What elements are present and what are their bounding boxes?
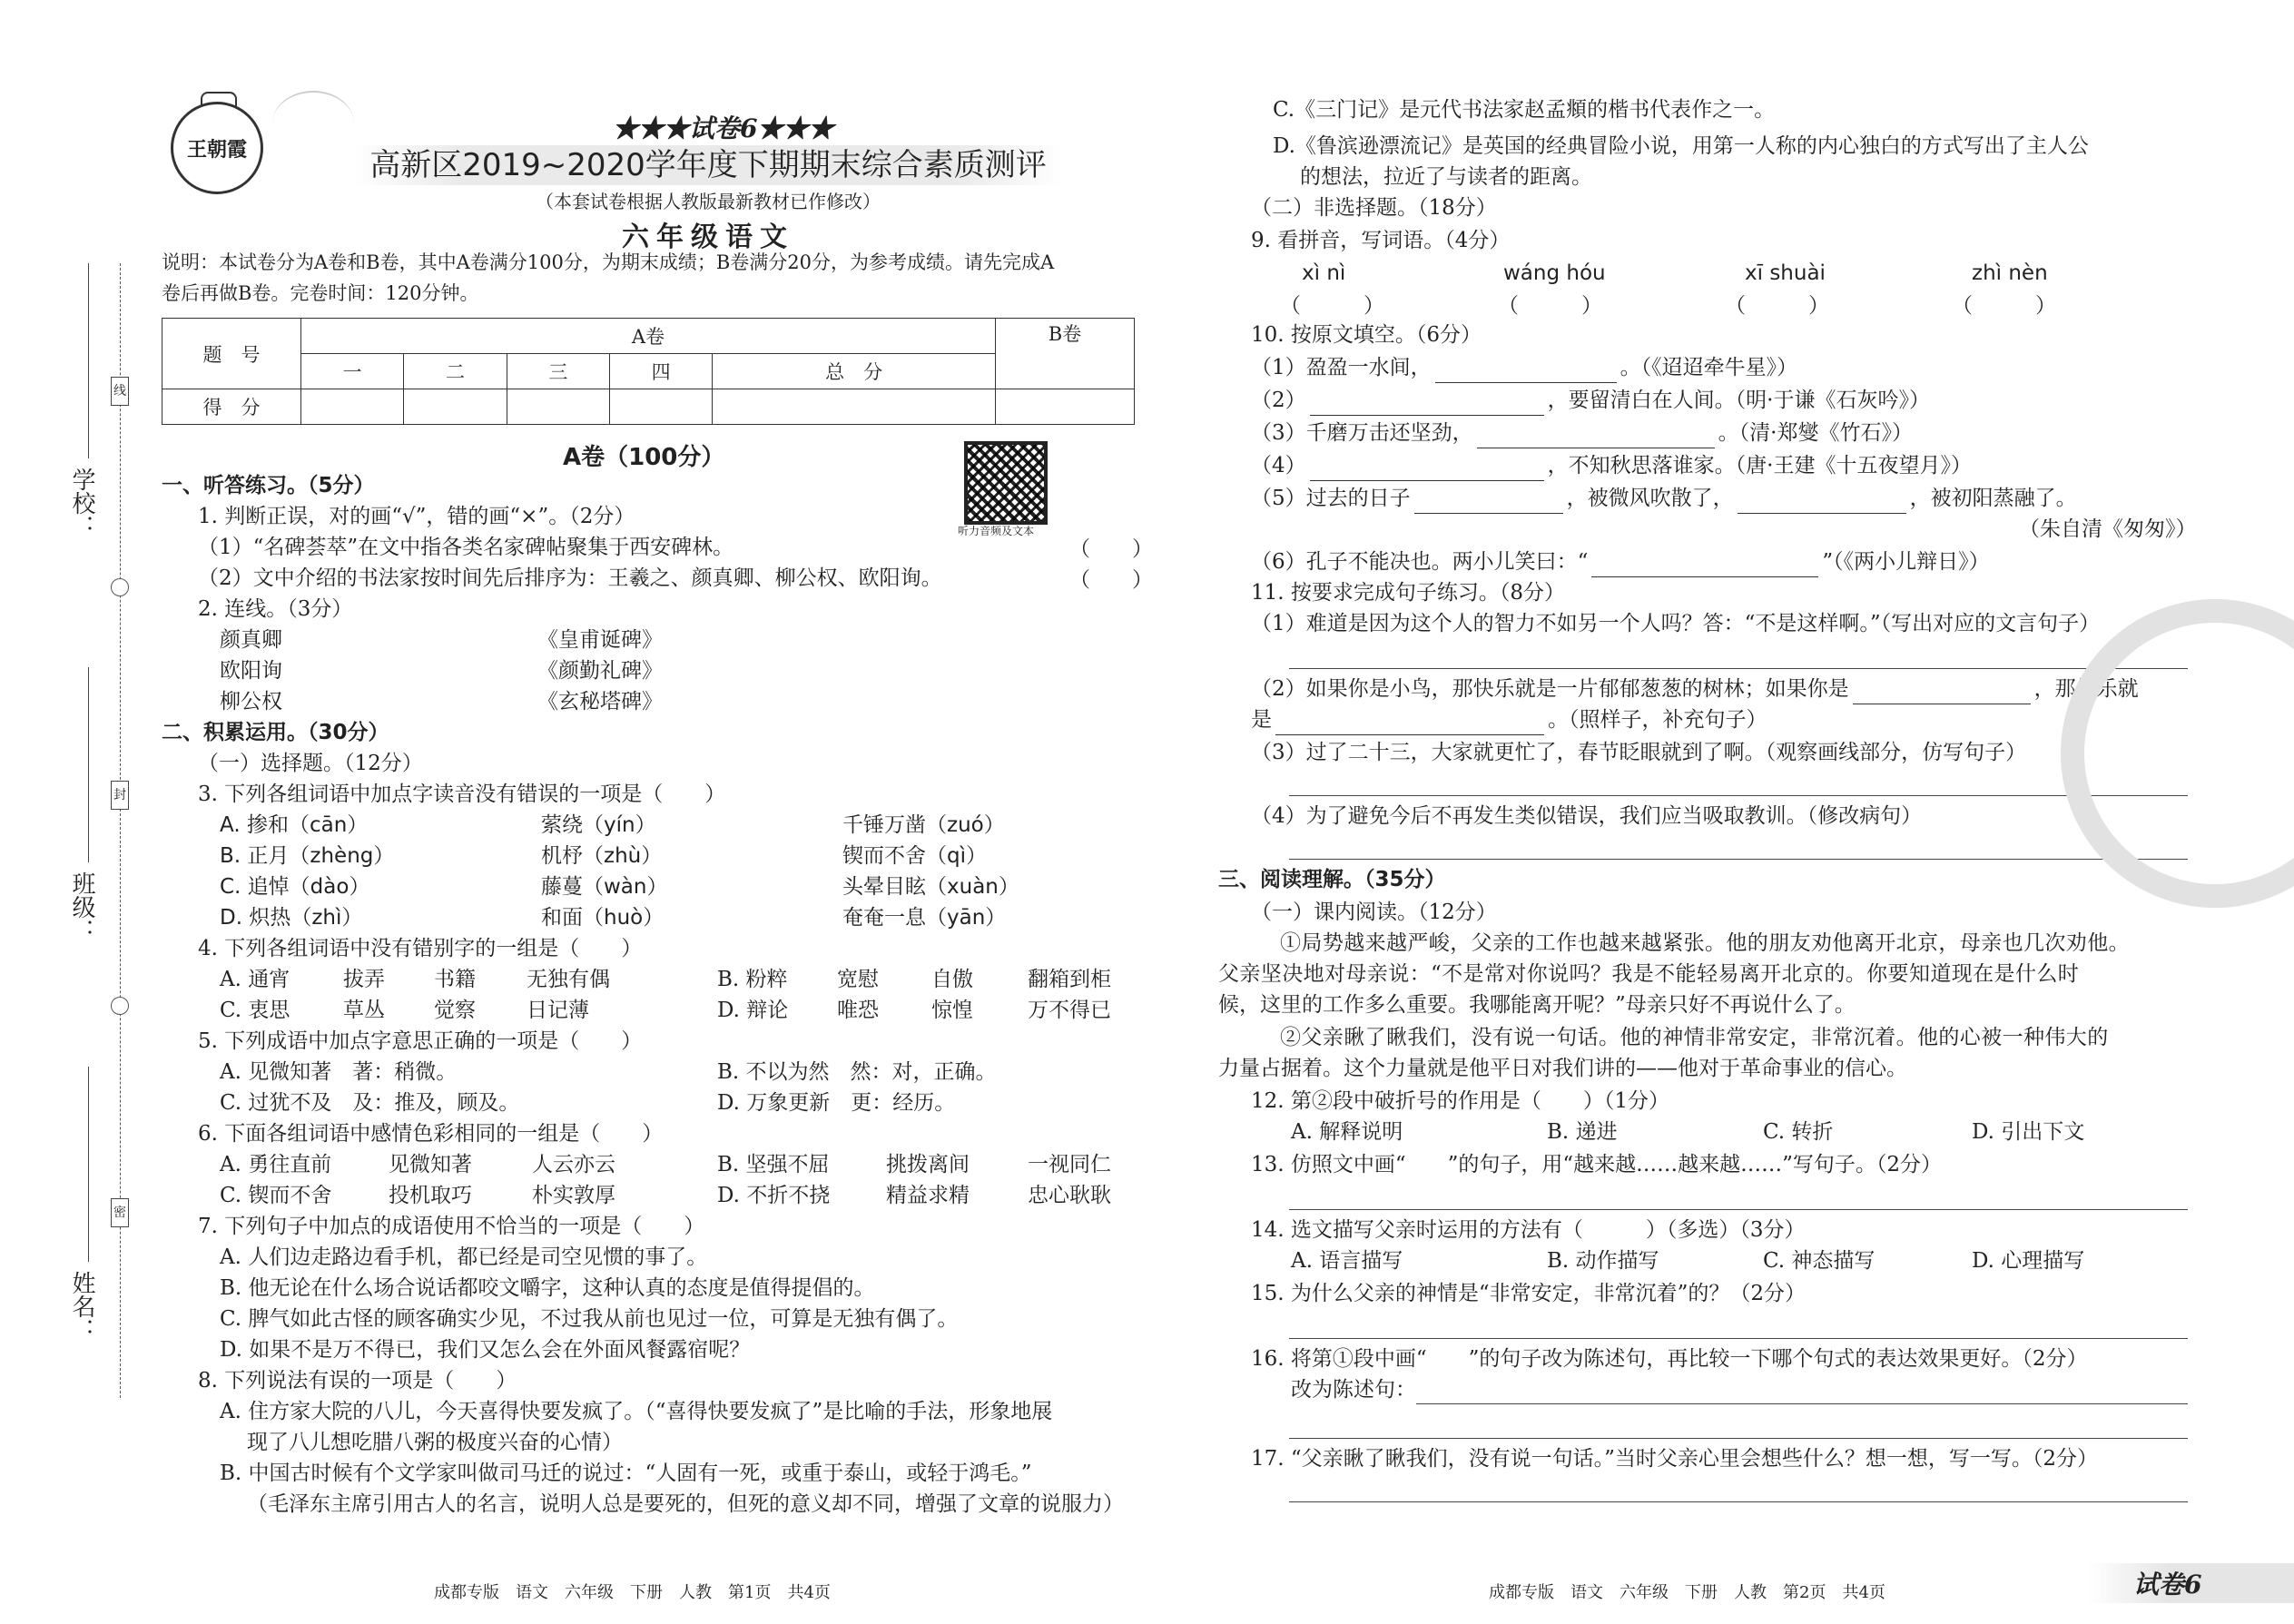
q8-option-a-cont: 现了八儿想吃腊八粥的极度兴奋的心情） — [247, 1431, 623, 1454]
q11-blank[interactable] — [1275, 711, 1544, 735]
q1-answer-1[interactable]: （ ） — [1069, 537, 1153, 561]
q9-pinyin: zhì nèn — [1972, 261, 2048, 285]
right-footer: 成都专版 语文 六年级 下册 人教 第2页 共4页 — [1489, 1583, 1885, 1602]
q1-stem: 1. 判断正误，对的画“√”，错的画“×”。（2分） — [198, 505, 635, 528]
section-2-part1: （一）选择题。（12分） — [198, 752, 423, 775]
q10-text: ，被微风吹散了， — [1566, 487, 1734, 510]
binding-mark-xian: 线 — [111, 377, 129, 406]
q2-right-item[interactable]: 《皇甫诞碑》 — [537, 628, 663, 652]
q14-option[interactable]: B. 动作描写 — [1547, 1249, 1659, 1273]
binding-mark-mi: 密 — [111, 1198, 129, 1227]
q10-blank[interactable] — [1591, 553, 1818, 577]
passage-p1: ①局势越来越严峻，父亲的工作也越来越紧张。他的朋友劝他离开北京，母亲也几次劝他。 — [1280, 931, 2130, 955]
q16-stem: 16. 将第①段中画“ ”的句子改为陈述句，再比较一下哪个句式的表达效果更好。（2分） — [1251, 1347, 2088, 1371]
q10-blank[interactable] — [1310, 391, 1544, 416]
q9-answer-box[interactable]: （ ） — [1725, 294, 1829, 318]
q6-word: 朴实敦厚 — [532, 1184, 615, 1207]
q4-word: 自傲 — [931, 968, 973, 991]
binding-line — [120, 263, 121, 1398]
q4-option-d[interactable]: D. 辩论 — [717, 999, 789, 1022]
q9-stem: 9. 看拼音，写词语。（4分） — [1251, 229, 1511, 252]
q10-blank[interactable] — [1738, 489, 1906, 514]
ribbon-decoration — [272, 91, 354, 156]
q10-text: 。（清·郑燮《竹石》） — [1718, 421, 1913, 445]
q4-word: 无独有偶 — [527, 968, 610, 991]
binding-circle — [111, 578, 129, 596]
q9-answer-box[interactable]: （ ） — [1498, 294, 1602, 318]
q3-stem: 3. 下列各组词语中加点字读音没有错误的一项是（ ） — [198, 782, 726, 806]
q10-text: ，不知秋思落谁家。（唐·王建《十五夜望月》） — [1547, 454, 1972, 477]
q2-right-item[interactable]: 《颜勤礼碑》 — [537, 659, 663, 683]
q10-text: （6）孔子不能决也。两小儿笑曰：“ — [1251, 550, 1589, 574]
q7-option-a[interactable]: A. 人们边走路边看手机，都已经是司空见惯的事了。 — [220, 1245, 708, 1269]
edition-note: （本套试卷根据人教版最新教材已作修改） — [536, 191, 881, 212]
watermark-seal — [2061, 599, 2294, 908]
q8-stem: 8. 下列说法有误的一项是（ ） — [198, 1369, 517, 1393]
q12-option[interactable]: B. 递进 — [1547, 1120, 1618, 1144]
q5-option-d[interactable]: D. 万象更新 更：经历。 — [717, 1091, 956, 1115]
section-3-title: 三、阅读理解。（35分） — [1218, 868, 1446, 891]
q11-item3: （3）过了二十三，大家就更忙了，春节眨眼就到了啊。（观察画线部分，仿写句子） — [1251, 741, 2027, 764]
paper-tag: 试卷6 — [2133, 1570, 2202, 1599]
q6-word: 精益求精 — [886, 1184, 970, 1207]
q6-word: 人云亦云 — [532, 1153, 615, 1176]
q4-option-a[interactable]: A. 通宵 — [220, 968, 290, 991]
q8-option-b[interactable]: B. 中国古时候有个文学家叫做司马迁的说过：“人固有一死，或重于泰山，或轻于鸿毛。” — [220, 1462, 1032, 1485]
q10-blank[interactable] — [1477, 424, 1715, 448]
q8-option-c[interactable]: C.《三门记》是元代书法家赵孟頫的楷书代表作之一。 — [1273, 98, 1776, 122]
q2-right-item[interactable]: 《玄秘塔碑》 — [537, 690, 663, 714]
score-table-header: 题 号 — [162, 319, 301, 389]
instructions-line1: 说明：本试卷分为A卷和B卷，其中A卷满分100分，为期末成绩；B卷满分20分，为参考成绩。请先完成A — [162, 251, 1055, 273]
q11-text: 。（照样子，补充句子） — [1548, 708, 1767, 732]
q10-text: （5）过去的日子 — [1251, 487, 1411, 510]
q11-item2-cont — [1251, 704, 1767, 735]
main-title: 高新区2019~2020学年度下期期末综合素质测评 — [369, 147, 1047, 183]
q11-answer-line[interactable] — [1289, 668, 2188, 669]
q8-option-d[interactable]: D.《鲁滨逊漂流记》是英国的经典冒险小说，用第一人称的内心独白的方式写出了主人公 — [1273, 134, 2089, 158]
crown-icon — [201, 92, 237, 106]
q10-text: ，被初阳蒸融了。 — [1909, 487, 2077, 510]
q7-option-c[interactable]: C. 脾气如此古怪的顾客确实少见，不过我从前也见过一位，可算是无独有偶了。 — [220, 1307, 959, 1331]
q11-item2 — [1251, 674, 2139, 704]
q3-option[interactable]: D. 炽热（zhì） — [220, 906, 363, 930]
q10-item2 — [1251, 385, 1930, 416]
q11-blank[interactable] — [1853, 680, 2031, 704]
q14-option[interactable]: D. 心理描写 — [1972, 1249, 2085, 1273]
q4-word: 书籍 — [434, 968, 476, 991]
q10-item6 — [1251, 546, 1990, 577]
q3-option: 千锤万凿（zuó） — [842, 813, 1005, 837]
school-label: 学校： — [68, 468, 95, 538]
class-label: 班级： — [68, 871, 95, 942]
q10-text: （4） — [1251, 454, 1306, 477]
q6-option-b[interactable]: B. 坚强不屈 — [717, 1153, 830, 1176]
score-table-b-label: B卷 — [996, 319, 1135, 389]
q6-word: 忠心耿耿 — [1028, 1184, 1111, 1207]
q11-text: （2）如果你是小鸟，那快乐就是一片郁郁葱葱的树林；如果你是 — [1251, 677, 1849, 701]
q4-word: 宽慰 — [837, 968, 879, 991]
q3-option: 锲而不舍（qì） — [842, 844, 987, 868]
score-col: 四 — [609, 354, 712, 389]
q1-item1: （1）“名碑荟萃”在文中指各类名家碑帖聚集于西安碑林。 — [198, 536, 734, 559]
left-footer: 成都专版 语文 六年级 下册 人教 第1页 共4页 — [434, 1583, 831, 1602]
q11-item1: （1）难道是因为这个人的智力不如另一个人吗？答：“不是这样啊。”（写出对应的文言句子） — [1251, 612, 2101, 635]
name-field[interactable] — [88, 1067, 89, 1262]
score-col: 一 — [301, 354, 404, 389]
q10-text: （2） — [1251, 389, 1306, 412]
q3-option: 藤蔓（wàn） — [541, 875, 668, 899]
q10-text: 。（《迢迢牵牛星》） — [1620, 356, 1798, 379]
q4-word: 草丛 — [343, 999, 385, 1022]
q3-option: 萦绕（yín） — [541, 813, 656, 837]
q3-option: 奄奄一息（yān） — [842, 906, 1007, 930]
q13-answer-line[interactable] — [1289, 1209, 2188, 1210]
section-1-title: 一、听答练习。（5分） — [162, 474, 375, 497]
qr-code[interactable] — [964, 441, 1048, 525]
q2-stem: 2. 连线。（3分） — [198, 597, 353, 621]
score-cell[interactable] — [713, 389, 996, 425]
q6-word: 挑拨离间 — [886, 1153, 970, 1176]
q4-word: 日记薄 — [527, 999, 589, 1022]
q6-stem: 6. 下面各组词语中感情色彩相同的一组是（ ） — [198, 1122, 664, 1146]
q6-option-c[interactable]: C. 锲而不舍 — [220, 1184, 332, 1207]
q4-word: 翻箱到柜 — [1028, 968, 1111, 991]
class-field[interactable] — [88, 667, 89, 862]
q14-stem: 14. 选文描写父亲时运用的方法有（ ）（多选）（3分） — [1251, 1218, 1806, 1242]
subject-title: 六年级语文 — [622, 221, 794, 253]
q3-option[interactable]: B. 正月（zhèng） — [220, 844, 395, 868]
q10-item3 — [1251, 418, 1913, 448]
q17-answer-line[interactable] — [1289, 1501, 2188, 1502]
passage-p1: 父亲坚决地对母亲说：“不是常对你说吗？我是不能轻易离开北京的。你要知道现在是什么时 — [1218, 962, 2080, 986]
logo-text: 王朝霞 — [186, 137, 247, 162]
q10-text: ，要留清白在人间。（明·于谦《石灰吟》） — [1547, 389, 1930, 412]
q17-stem: 17. “父亲瞅了瞅我们，没有说一句话。”当时父亲心里会想些什么？想一想，写一写。（2分） — [1251, 1447, 2099, 1471]
q9-pinyin: xì nì — [1302, 261, 1346, 285]
q10-item5 — [1251, 483, 2077, 514]
paper-number: ★★★试卷6★★★ — [613, 113, 834, 143]
q11-answer-line[interactable] — [1289, 795, 2188, 796]
brand-logo — [171, 102, 263, 194]
q14-option[interactable]: C. 神态描写 — [1763, 1249, 1876, 1273]
score-col: 总 分 — [713, 354, 996, 389]
q11-answer-line[interactable] — [1289, 859, 2188, 860]
q6-word: 见微知著 — [389, 1153, 472, 1176]
q9-answer-box[interactable]: （ ） — [1952, 294, 2056, 318]
q13-stem: 13. 仿照文中画“ ”的句子，用“越来越……越来越……”写句子。（2分） — [1251, 1153, 1943, 1176]
q8-option-a[interactable]: A. 住方家大院的八儿，今天喜得快要发疯了。（“喜得快要发疯了”是比喻的手法，形象地展 — [220, 1400, 1053, 1423]
qr-caption: 听力音频及文本 — [958, 525, 1035, 537]
score-cell[interactable] — [996, 389, 1135, 425]
q1-answer-2[interactable]: （ ） — [1069, 568, 1153, 592]
q4-option-c[interactable]: C. 衷思 — [220, 999, 290, 1022]
q4-word: 觉察 — [434, 999, 476, 1022]
q3-option: 机杼（zhù） — [541, 844, 663, 868]
q9-answer-box[interactable]: （ ） — [1280, 294, 1384, 318]
q9-pinyin: wáng hóu — [1503, 261, 1606, 285]
q3-option: 头晕目眩（xuàn） — [842, 875, 1019, 899]
q10-item4 — [1251, 450, 1972, 481]
score-table — [162, 318, 1135, 425]
q4-option-b[interactable]: B. 粉粹 — [717, 968, 788, 991]
score-cell[interactable] — [404, 389, 507, 425]
q4-word: 万不得已 — [1028, 999, 1111, 1022]
q11-text: 是 — [1251, 708, 1272, 732]
section-a-title: A卷（100分） — [563, 444, 725, 471]
school-field[interactable] — [88, 263, 89, 458]
q12-option[interactable]: A. 解释说明 — [1291, 1120, 1403, 1144]
q10-blank[interactable] — [1310, 457, 1544, 481]
q10-item1 — [1251, 352, 1797, 383]
q14-option[interactable]: A. 语言描写 — [1291, 1249, 1403, 1273]
q15-answer-line[interactable] — [1289, 1338, 2188, 1339]
q3-option: 和面（huò） — [541, 906, 665, 930]
q4-word: 惊惶 — [931, 999, 973, 1022]
q10-blank[interactable] — [1435, 359, 1617, 383]
instructions-line2: 卷后再做B卷。完卷时间：120分钟。 — [162, 282, 479, 304]
q5-option-c[interactable]: C. 过犹不及 及：推及，顾及。 — [220, 1091, 520, 1115]
q10-text: （1）盈盈一水间， — [1251, 356, 1432, 379]
q1-item2: （2）文中介绍的书法家按时间先后排序为：王羲之、颜真卿、柳公权、欧阳询。 — [198, 566, 942, 590]
score-table-a-label: A卷 — [301, 319, 996, 354]
q12-stem: 12. 第②段中破折号的作用是（ ）（1分） — [1251, 1089, 1670, 1113]
binding-mark-feng: 封 — [111, 781, 129, 810]
score-cell[interactable] — [507, 389, 609, 425]
score-col: 三 — [507, 354, 609, 389]
q6-option-d[interactable]: D. 不折不挠 — [717, 1184, 831, 1207]
q7-stem: 7. 下列句子中加点的成语使用不恰当的一项是（ ） — [198, 1215, 705, 1238]
q12-option[interactable]: C. 转折 — [1763, 1120, 1834, 1144]
q6-word: 一视同仁 — [1028, 1153, 1111, 1176]
q16-answer-line[interactable] — [1289, 1438, 2188, 1439]
q4-stem: 4. 下列各组词语中没有错别字的一组是（ ） — [198, 937, 643, 960]
q10-text: ”（《两小儿辩日》） — [1822, 550, 1990, 574]
q15-stem: 15. 为什么父亲的神情是“非常安定，非常沉着”的？（2分） — [1251, 1282, 1807, 1305]
q6-option-a[interactable]: A. 勇往直前 — [220, 1153, 332, 1176]
q10-blank[interactable] — [1414, 489, 1563, 514]
q16-sub: 改为陈述句： — [1291, 1378, 1416, 1402]
q2-left-item[interactable]: 颜真卿 — [220, 628, 282, 652]
score-cell[interactable] — [301, 389, 404, 425]
q2-left-item[interactable]: 柳公权 — [220, 690, 282, 714]
q11-item4: （4）为了避免今后不再发生类似错误，我们应当吸取教训。（修改病句） — [1251, 804, 1923, 828]
q11-text: ，那快乐就 — [2033, 677, 2139, 701]
q10-stem: 10. 按原文填空。（6分） — [1251, 323, 1482, 347]
q7-option-b[interactable]: B. 他无论在什么场合说话都咬文嚼字，这种认真的态度是值得提倡的。 — [220, 1276, 875, 1300]
q5-option-a[interactable]: A. 见微知著 著：稍微。 — [220, 1060, 458, 1084]
passage-p1: 候，这里的工作多么重要。我哪能离开呢？”母亲只好不再说什么了。 — [1218, 993, 1856, 1017]
q4-word: 唯恐 — [837, 999, 879, 1022]
q5-stem: 5. 下列成语中加点字意思正确的一项是（ ） — [198, 1029, 643, 1053]
q7-option-d[interactable]: D. 如果不是万不得已，我们又怎么会在外面风餐露宿呢？ — [220, 1338, 751, 1362]
passage-p2: 力量占据着。这个力量就是他平日对我们讲的——他对于革命事业的信心。 — [1218, 1057, 1907, 1080]
q6-word: 投机取巧 — [389, 1184, 472, 1207]
q8-option-d-cont: 的想法，拉近了与读者的距离。 — [1300, 165, 1592, 189]
binding-circle — [111, 997, 129, 1015]
passage-p2: ②父亲瞅了瞅我们，没有说一句话。他的神情非常安定，非常沉着。他的心被一种伟大的 — [1280, 1026, 2109, 1049]
score-row-label: 得 分 — [162, 389, 301, 425]
q5-option-b[interactable]: B. 不以为然 然：对，正确。 — [717, 1060, 997, 1084]
q2-left-item[interactable]: 欧阳询 — [220, 659, 282, 683]
section-3-part1: （一）课内阅读。（12分） — [1251, 901, 1497, 924]
q10-text: （3）千磨万击还坚劲， — [1251, 421, 1473, 445]
q11-stem: 11. 按要求完成句子练习。（8分） — [1251, 581, 1566, 605]
name-label: 姓名： — [68, 1271, 95, 1342]
q10-item5-source: （朱自清《匆匆》） — [2019, 517, 2197, 541]
score-cell[interactable] — [609, 389, 712, 425]
section-2-part2: （二）非选择题。（18分） — [1251, 196, 1497, 220]
q9-pinyin: xī shuài — [1745, 261, 1826, 285]
q3-option[interactable]: A. 掺和（cān） — [220, 813, 369, 837]
q8-option-b-cont: （毛泽东主席引用古人的名言，说明人总是要死的，但死的意义却不同，增强了文章的说服力） — [247, 1492, 1124, 1516]
section-2-title: 二、积累运用。（30分） — [162, 721, 389, 744]
q4-word: 拔弄 — [343, 968, 385, 991]
q12-option[interactable]: D. 引出下文 — [1972, 1120, 2085, 1144]
q16-answer-line[interactable] — [1416, 1403, 2188, 1404]
score-col: 二 — [404, 354, 507, 389]
q3-option[interactable]: C. 追悼（dào） — [220, 875, 370, 899]
